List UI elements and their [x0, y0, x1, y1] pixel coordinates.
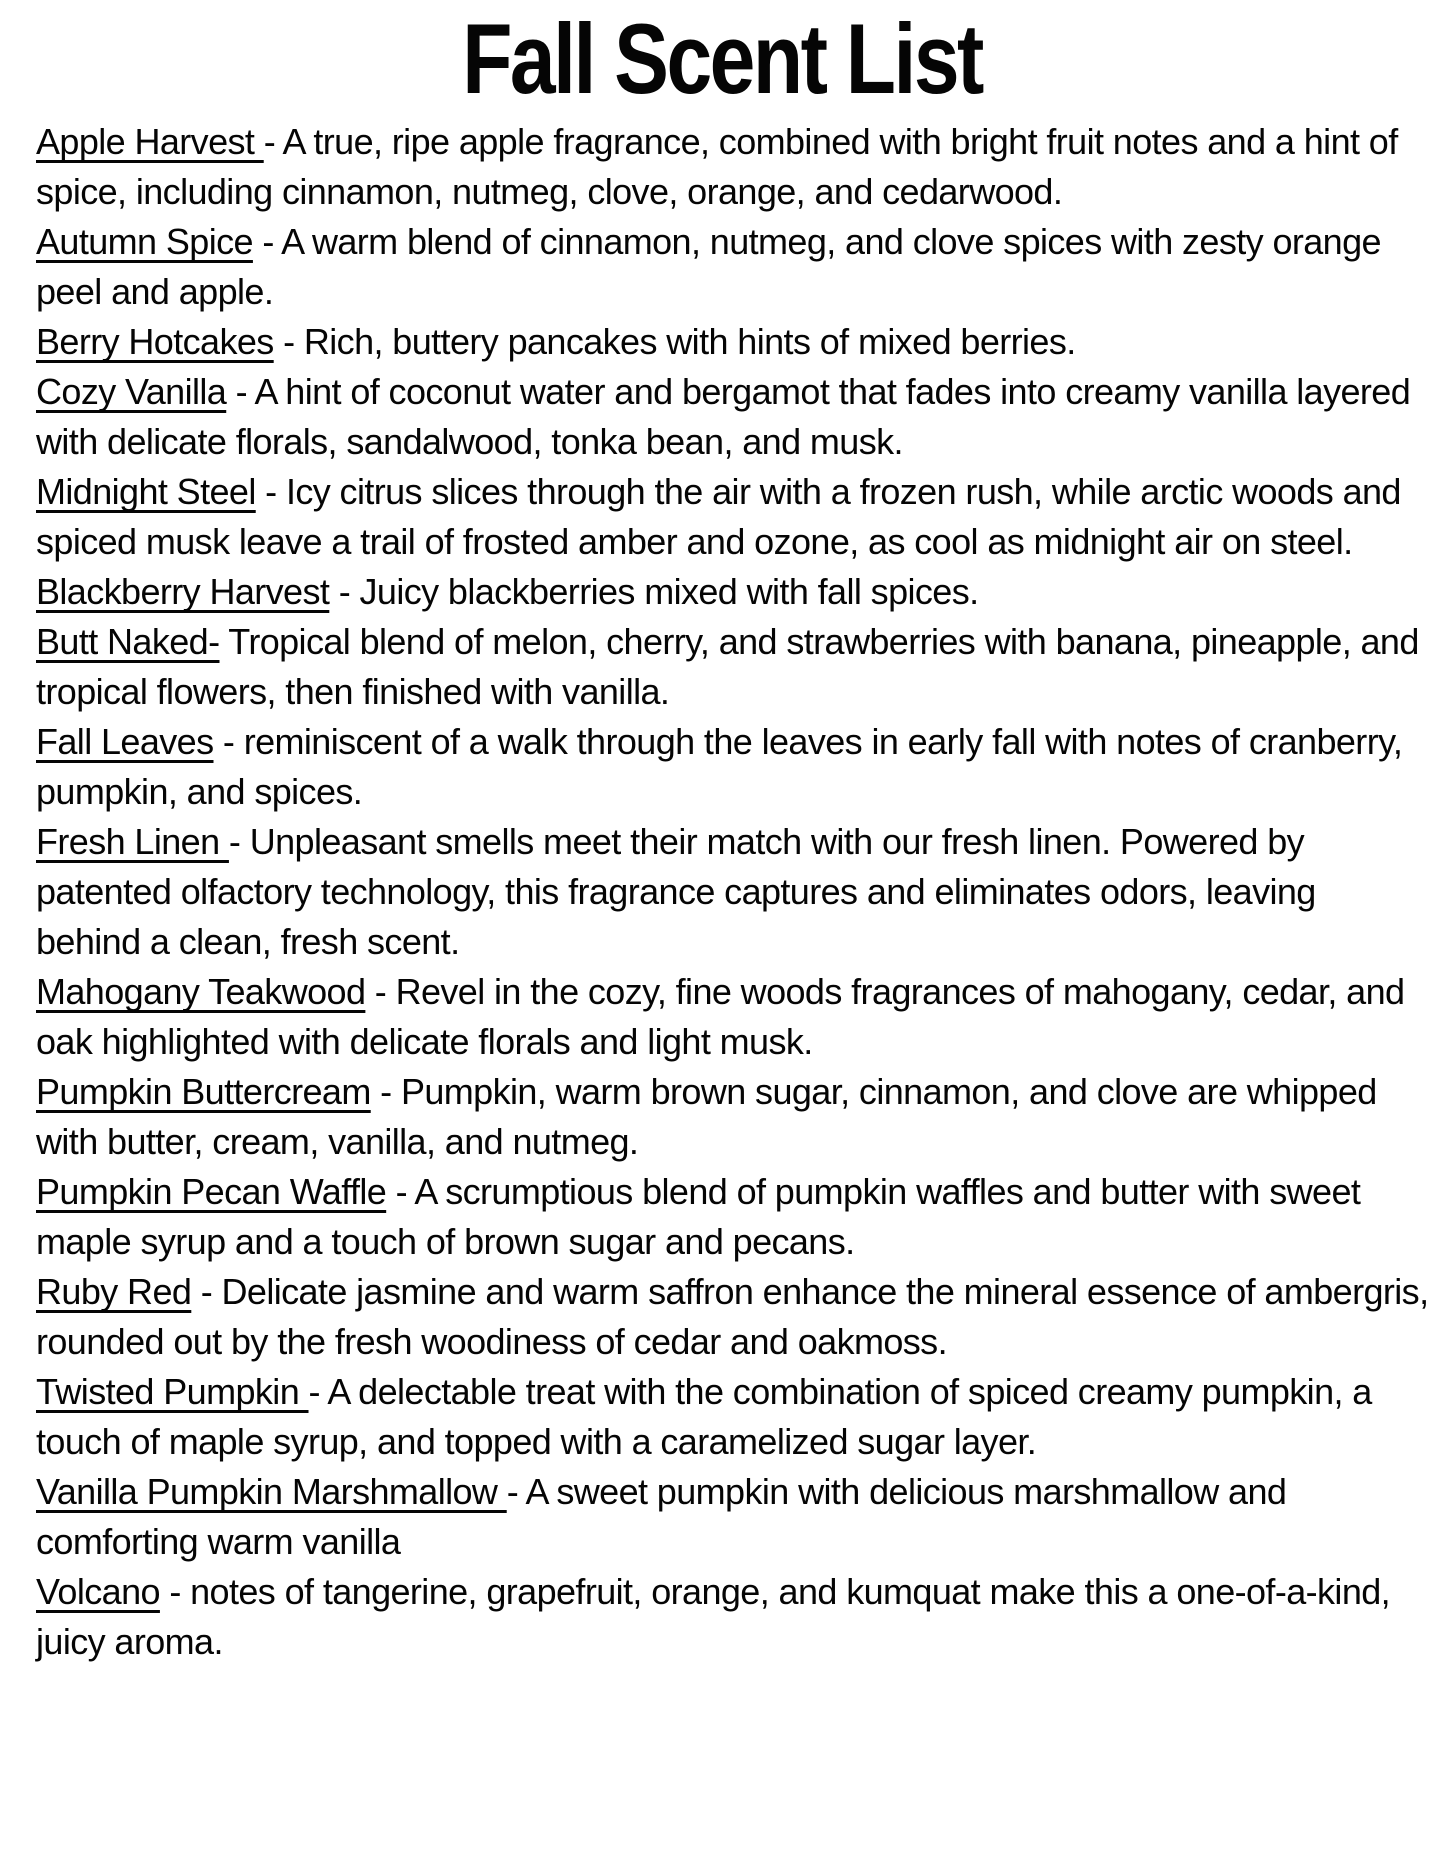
scent-description: Pumpkin, warm brown sugar, cinnamon, and clove are whipped with butter, cream, vanilla, and nutmeg.: [36, 1070, 1377, 1162]
scent-name: Volcano: [36, 1570, 160, 1612]
scent-separator: -: [329, 570, 360, 612]
scent-separator: -: [273, 320, 304, 362]
scent-name: Butt Naked-: [36, 620, 220, 662]
scent-separator: -: [252, 220, 282, 262]
scent-name: Fall Leaves: [36, 720, 214, 762]
scent-description: A delectable treat with the combination of spiced creamy pumpkin, a touch of maple syrup, and topped with a caramelized sugar layer.: [36, 1370, 1372, 1462]
scent-entry: [36, 217, 1429, 317]
scent-description: A warm blend of cinnamon, nutmeg, and clove spices with zesty orange peel and apple.: [36, 220, 1381, 312]
scent-separator: -: [159, 1570, 191, 1612]
scent-entry: [36, 1167, 1429, 1267]
scent-description: A sweet pumpkin with delicious marshmallow and comforting warm vanilla: [36, 1470, 1287, 1562]
scent-name: Apple Harvest: [36, 120, 264, 162]
scent-description: Juicy blackberries mixed with fall spices.: [359, 570, 979, 612]
scent-name: Fresh Linen: [36, 820, 229, 862]
scent-description: notes of tangerine, grapefruit, orange, and kumquat make this a one-of-a-kind, juicy aroma.: [36, 1570, 1391, 1662]
scent-separator: -: [226, 370, 255, 412]
scent-name: Cozy Vanilla: [36, 370, 227, 412]
scent-description: A true, ripe apple fragrance, combined with bright fruit notes and a hint of spice, including cinnamon, nutmeg, clove, orange, and cedarwood.: [36, 120, 1398, 212]
scent-name: Pumpkin Buttercream: [36, 1070, 371, 1112]
scent-separator: -: [255, 470, 286, 512]
scent-separator: -: [386, 1170, 415, 1212]
scent-description: Delicate jasmine and warm saffron enhance the mineral essence of ambergris, rounded out by the fresh woodiness of cedar and oakmoss.: [36, 1270, 1429, 1362]
scent-entry: [36, 967, 1429, 1067]
scent-description: Unpleasant smells meet their match with our fresh linen. Powered by patented olfactory technology, this fragrance captures and eliminates odors, leaving behind a clean, fresh scent.: [36, 820, 1316, 962]
scent-entry: [36, 817, 1429, 967]
scent-list: [0, 113, 1445, 1667]
page-title-text: Fall Scent List: [462, 3, 983, 114]
scent-entry: [36, 567, 1429, 617]
scent-entry: [36, 367, 1429, 467]
scent-entry: [36, 117, 1429, 217]
scent-entry: [36, 317, 1429, 367]
scent-name: Pumpkin Pecan Waffle: [36, 1170, 387, 1212]
scent-description: reminiscent of a walk through the leaves in early fall with notes of cranberry, pumpkin, and spices.: [36, 720, 1403, 812]
scent-separator: [220, 621, 229, 662]
scent-separator: -: [191, 1270, 222, 1312]
scent-name: Ruby Red: [36, 1270, 192, 1312]
scent-description: Revel in the cozy, fine woods fragrances of mahogany, cedar, and oak highlighted with delicate florals and light musk.: [36, 970, 1405, 1062]
scent-name: Twisted Pumpkin: [36, 1370, 309, 1412]
scent-entry: [36, 1467, 1429, 1567]
scent-separator: -: [263, 120, 283, 162]
scent-separator: -: [213, 720, 244, 762]
scent-name: Blackberry Harvest: [36, 570, 330, 612]
scent-separator: -: [506, 1470, 526, 1512]
scent-name: Vanilla Pumpkin Marshmallow: [36, 1470, 507, 1512]
scent-separator: -: [228, 820, 250, 862]
scent-entry: [36, 1567, 1429, 1667]
scent-description: A scrumptious blend of pumpkin waffles and butter with sweet maple syrup and a touch of brown sugar and pecans.: [36, 1170, 1361, 1262]
scent-entry: [36, 1367, 1429, 1467]
scent-entry: [36, 1267, 1429, 1367]
scent-entry: [36, 617, 1429, 717]
scent-separator: -: [308, 1370, 328, 1412]
scent-name: Autumn Spice: [36, 220, 253, 262]
page-title: [0, 3, 1445, 114]
scent-entry: [36, 717, 1429, 817]
scent-entry: [36, 1067, 1429, 1167]
scent-description: Rich, buttery pancakes with hints of mixed berries.: [303, 320, 1076, 362]
scent-description: A hint of coconut water and bergamot that fades into creamy vanilla layered with delicate florals, sandalwood, tonka bean, and musk.: [36, 370, 1411, 462]
scent-name: Midnight Steel: [36, 470, 256, 512]
scent-name: Berry Hotcakes: [36, 320, 274, 362]
scent-entry: [36, 467, 1429, 567]
scent-separator: -: [365, 970, 396, 1012]
scent-name: Mahogany Teakwood: [36, 970, 366, 1012]
scent-description: Tropical blend of melon, cherry, and strawberries with banana, pineapple, and tropical flowers, then finished with vanilla.: [36, 620, 1419, 712]
scent-description: Icy citrus slices through the air with a frozen rush, while arctic woods and spiced musk leave a trail of frosted amber and ozone, as cool as midnight air on steel.: [36, 470, 1401, 562]
scent-separator: -: [370, 1070, 401, 1112]
